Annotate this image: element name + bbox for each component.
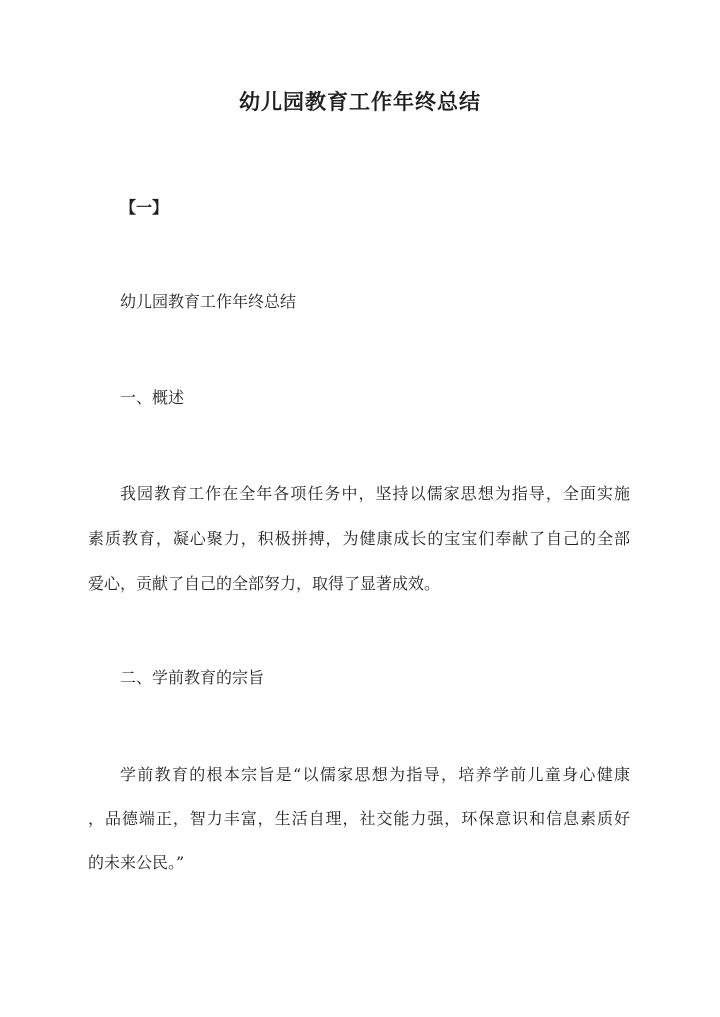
section-1-heading: 一、概述 xyxy=(120,388,185,407)
section-2-heading: 二、学前教育的宗旨 xyxy=(120,668,265,687)
document-title: 幼儿园教育工作年终总结 xyxy=(239,89,481,114)
section-1-paragraph-line: 爱心，贡献了自己的全部努力，取得了显著成效。 xyxy=(88,574,441,593)
document-subtitle: 幼儿园教育工作年终总结 xyxy=(120,292,297,311)
section-marker: 【一】 xyxy=(120,198,169,217)
section-2-paragraph-line: ，品德端正，智力丰富，生活自理，社交能力强，环保意识和信息素质好 xyxy=(88,809,630,828)
section-1-paragraph-line: 素质教育，凝心聚力，积极拼搏，为健康成长的宝宝们奉献了自己的全部 xyxy=(88,529,630,548)
section-2-paragraph-line: 学前教育的根本宗旨是“以儒家思想为指导，培养学前儿童身心健康 xyxy=(120,765,630,784)
section-2-paragraph-line: 的未来公民。” xyxy=(88,853,185,872)
section-1-paragraph-line: 我园教育工作在全年各项任务中，坚持以儒家思想为指导，全面实施 xyxy=(120,484,630,503)
